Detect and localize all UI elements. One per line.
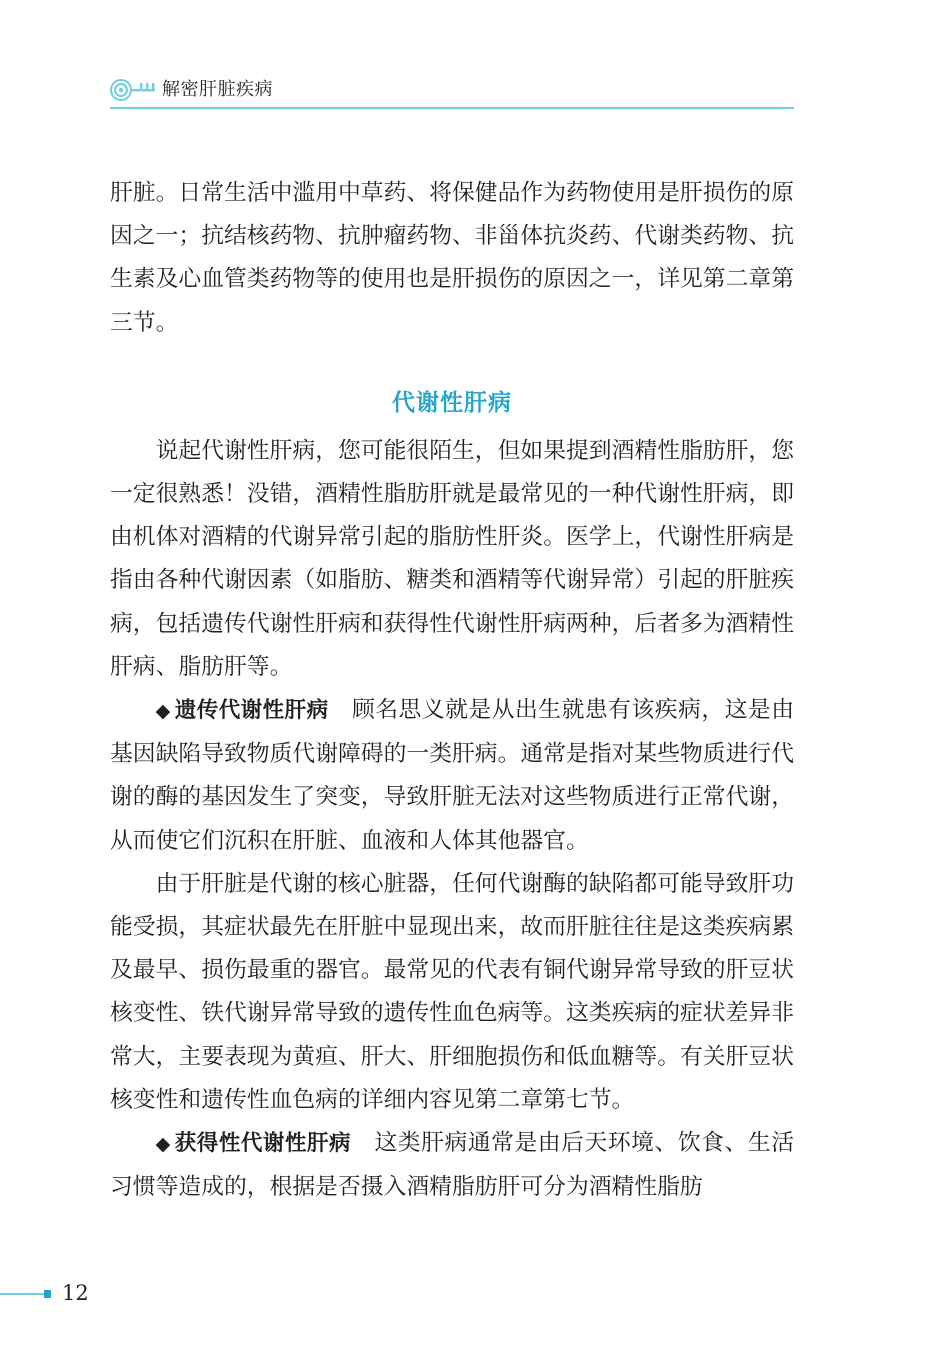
paragraph-hereditary	[110, 689, 794, 863]
diamond-bullet-icon: ◆	[155, 1133, 171, 1156]
page-body	[110, 172, 794, 1209]
book-title: 解密肝脏疾病	[162, 79, 273, 100]
key-icon	[110, 78, 156, 102]
subheading-acquired: 获得性代谢性肝病	[174, 1131, 352, 1157]
paragraph-acquired	[110, 1122, 794, 1209]
header-divider	[110, 107, 794, 109]
section-heading: 代谢性肝病	[392, 388, 512, 416]
footer-accent-bar	[0, 1293, 44, 1295]
paragraph-hereditary-text: 顾名思义就是从出生就患有该疾病，这是由基因缺陷导致物质代谢障碍的一类肝病。通常是指对某些物质进行代谢的酶的基因发生了突变，导致肝脏无法对这些物质进行正常代谢，从而使它们沉积在肝脏、血液和人体其他器官。	[110, 697, 794, 854]
page-number: 12	[62, 1281, 89, 1305]
running-header	[110, 70, 794, 110]
subheading-hereditary: 遗传代谢性肝病	[174, 698, 329, 724]
footer-accent-square	[44, 1290, 51, 1298]
paragraph-liver-core: 由于肝脏是代谢的核心脏器，任何代谢酶的缺陷都可能导致肝功能受损，其症状最先在肝脏中显现出来，故而肝脏往往是这类疾病累及最早、损伤最重的器官。最常见的代表有铜代谢异常导致的肝豆状核变性、铁代谢异常导致的遗传性血色病等。这类疾病的症状差异非常大，主要表现为黄疸、肝大、肝细胞损伤和低血糖等。有关肝豆状核变性和遗传性血色病的详细内容见第二章第七节。	[110, 870, 794, 1113]
diamond-bullet-icon: ◆	[155, 700, 171, 723]
paragraph-intro: 说起代谢性肝病，您可能很陌生，但如果提到酒精性脂肪肝，您一定很熟悉！没错，酒精性脂肪肝就是最常见的一种代谢性肝病，即由机体对酒精的代谢异常引起的脂肪性肝炎。医学上，代谢性肝病是指由各种代谢因素（如脂肪、糖类和酒精等代谢异常）引起的肝脏疾病，包括遗传代谢性肝病和获得性代谢性肝病两种，后者多为酒精性肝病、脂肪肝等。	[110, 437, 794, 680]
paragraph-acquired-text: 这类肝病通常是由后天环境、饮食、生活习惯等造成的，根据是否摄入酒精脂肪肝可分为酒精性脂肪	[110, 1130, 794, 1201]
paragraph-continuation: 肝脏。日常生活中滥用中草药、将保健品作为药物使用是肝损伤的原因之一；抗结核药物、抗肿瘤药物、非甾体抗炎药、代谢类药物、抗生素及心血管类药物等的使用也是肝损伤的原因之一，详见第二章第三节。	[110, 180, 794, 336]
